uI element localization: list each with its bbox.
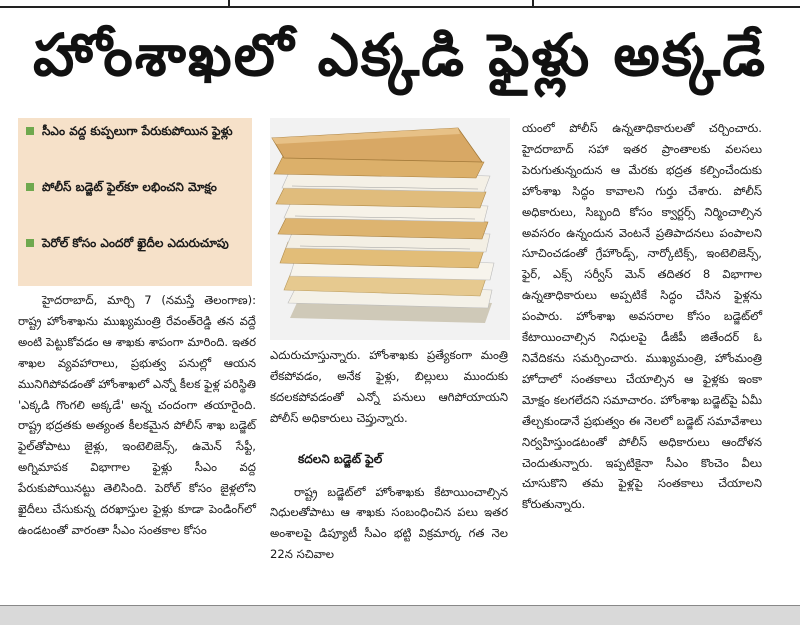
section-subheading: కదలని బడ్జెట్ ఫైల్ [298,451,383,466]
highlight-text: పెరోల్ కోసం ఎందరో ఖైదీల ఎదురుచూపు [42,236,229,250]
article-paragraph: రాష్ట్ర బడ్జెట్‌లో హోంశాఖకు కేటాయించాల్సిన నిధులతోపాటు ఆ శాఖకు సంబంధించిన పలు ఇతర అంశాలపై డిప్యూటీ సీఎం భట్టి విక్రమార్క గత నెల 22న సచివాల [270,484,508,562]
top-rule-tick [532,0,534,8]
bullet-square-icon [26,127,34,135]
article-column-3 [522,118,762,515]
bullet-square-icon [26,183,34,191]
article-column-1 [18,290,256,541]
article-paragraph: హైదరాబాద్, మార్చి 7 (నమస్తే తెలంగాణ): రాష్ట్ర హోంశాఖను ముఖ్యమంత్రి రేవంత్‌రెడ్డి తన వద్దే అంటి పెట్టుకోవడం ఆ శాఖకు శాపంగా మారింది. ఇతర శాఖల వ్యవహారాలు, ప్రభుత్వ పనుల్లో ఆయన మునిగిపోవడంతో హోంశాఖలో ఎన్నో కీలక ఫైళ్ల పరిస్థితి 'ఎక్కడి గొంగలి అక్కడే' అన్న చందంగా తయారైంది. రాష్ట్ర భద్రతకు అత్యంత కీలకమైన పోలీస్ శాఖ బడ్జెట్ ఫైల్‌తోపాటు జైళ్లు, ఇంటెలిజెన్స్, ఉమెన్ సేఫ్టీ, అగ్నిమాపక విభాగాల ఫైళ్లు సీఎం వద్ద పేరుకుపోయినట్టు తెలిసింది. పెరోల్ కోసం జైళ్లలోని ఖైదీలు చేసుకున్న దరఖాస్తుల ఫైళ్లు కూడా పెండింగ్‌లో ఉండటంతో వారంతా సీఎం సంతకాల కోసం [18,293,256,537]
highlight-item [26,174,248,200]
highlight-item [26,118,248,144]
footer-bar [0,606,800,625]
highlights-box [18,118,252,286]
file-stack-photo [270,118,510,340]
highlight-item [26,230,248,256]
headline: హోంశాఖలో ఎక్కడి ఫైళ్లు అక్కడే [32,21,768,89]
top-rule-tick [228,0,230,8]
article-paragraph: యంలో పోలీస్ ఉన్నతాధికారులతో చర్చించారు. హైదరాబాద్ సహా ఇతర ప్రాంతాలకు వలసలు పెరుగుతున్నందున ఆ మేరకు భద్రత కల్పించేందుకు హోంశాఖ సిద్ధం కావాలని గుర్తు చేశారు. పోలీస్ అధికారులు, సిబ్బంది కోసం క్వార్టర్స్ నిర్మించాల్సిన అవసరం ఉన్నందున వెంటనే ప్రతిపాదనలు పంపాలని సూచించడంతో గ్రేహౌండ్స్, నార్కోటిక్స్, ఇంటెలిజెన్స్, ఫైర్, ఎక్స్ సర్వీస్ మెన్ తదితర 8 విభాగాల ఉన్నతాధికారులు అప్పటికే సిద్ధం చేసిన ఫైళ్లను పంపారు. హోంశాఖ అవసరాల కోసం బడ్జెట్‌లో కేటాయించాల్సిన నిధులపై డీజీపీ జితేందర్ ఓ నివేదికను సమర్పించారు. ముఖ్యమంత్రి, హోంమంత్రి హోదాలో సంతకాలు చేయాల్సిన ఆ ఫైళ్లకు ఇంకా మోక్షం కలగలేదని సమాచారం. హోంశాఖ బడ్జెట్‌పై ఏమీ తేల్చకుండానే ప్రభుత్వం ఈ నెలలో బడ్జెట్ సమావేశాలు నిర్వహిస్తుండటంతో పోలీస్ అధికారులు ఆందోళన చెందుతున్నారు. ఇప్పటికైనా సీఎం కొంచెం వీలు చూసుకొని తమ ఫైళ్లపై సంతకాలు చేయాలని కోరుతున్నారు. [522,121,762,512]
article-paragraph: ఎదురుచూస్తున్నారు. హోంశాఖకు ప్రత్యేకంగా మంత్రి లేకపోవడం, అనేక ఫైళ్లు, బిల్లులు ముందుకు కదలకపోవడంతో ఎన్నో పనులు ఆగిపోయాయని పోలీస్ అధికారులు చెప్తున్నారు. [270,348,508,425]
highlight-text: సీఎం వద్ద కుప్పలుగా పేరుకుపోయిన ఫైళ్లు [42,124,233,138]
top-rule [0,6,800,8]
article-column-2 [270,345,508,565]
bullet-square-icon [26,239,34,247]
highlight-text: పోలీస్ బడ్జెట్ ఫైల్‌కూ లభించని మోక్షం [42,180,217,194]
